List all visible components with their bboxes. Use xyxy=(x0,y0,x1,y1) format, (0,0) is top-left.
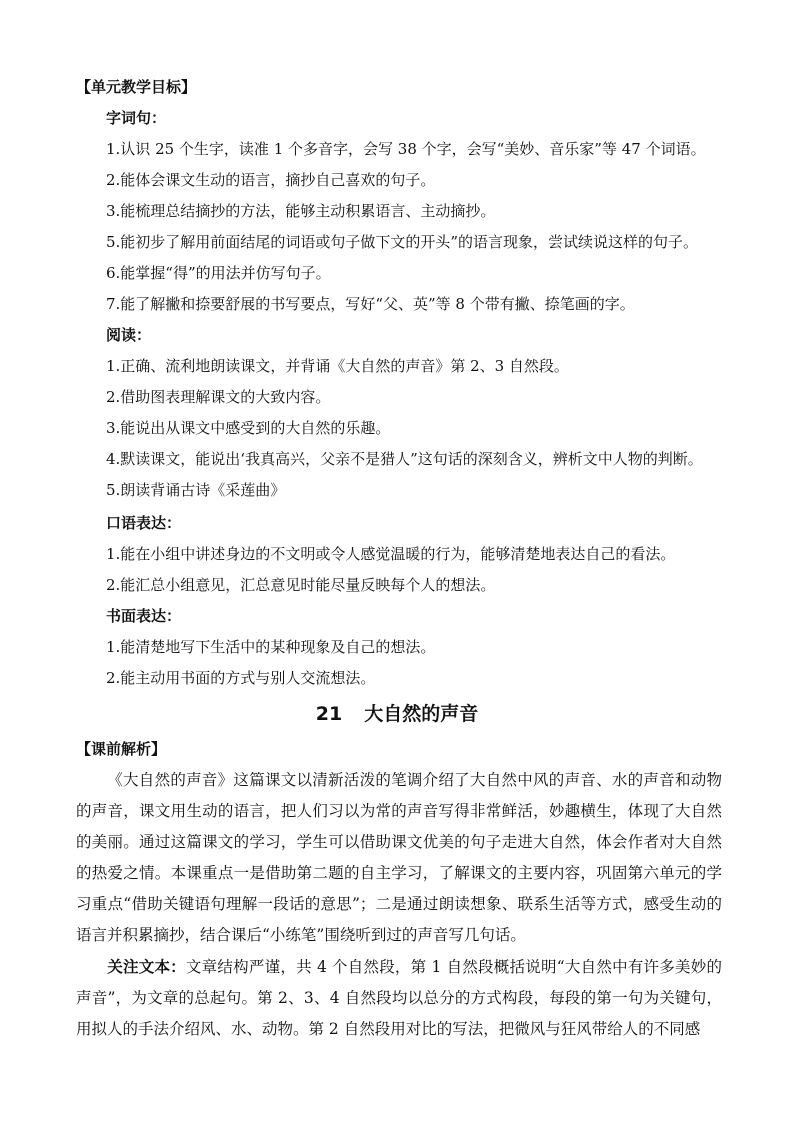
lesson-title xyxy=(0,702,794,726)
goal-item: 3.能梳理总结摘抄的方法，能够主动积累语言、主动摘抄。 xyxy=(106,202,496,220)
goal-item: 2.借助图表理解课文的大致内容。 xyxy=(106,388,331,406)
section-title-writing: 书面表达： xyxy=(106,607,182,625)
section-title-vocabulary: 字词句： xyxy=(106,109,167,127)
goal-item: 2.能体会课文生动的语言，摘抄自己喜欢的句子。 xyxy=(106,171,436,189)
goal-item: 1.认识 25 个生字，读准 1 个多音字，会写 38 个字，会写“美妙、音乐家”等 47 个词语。 xyxy=(106,140,706,158)
focus-text-body: 文章结构严谨，共 4 个自然段，第 1 自然段概括说明“大自然中有许多美妙的声音”，为文章的总起句。第 2、3、4 自然段均以总分的方式构段，每段的第一句为关键句，用拟人的手法介绍风、水、动物。第 2 自然段用对比的写法，把微风与狂风带给人的不同感 xyxy=(76,958,722,1038)
goal-item: 6.能掌握“得”的用法并仿写句子。 xyxy=(106,264,331,282)
unit-goals-heading: 【单元教学目标】 xyxy=(76,78,197,96)
focus-text-label: 关注文本： xyxy=(107,957,186,976)
goal-item: 1.正确、流利地朗读课文，并背诵《大自然的声音》第 2、3 自然段。 xyxy=(106,357,569,375)
goal-item: 7.能了解撇和捺要舒展的书写要点，写好“父、英”等 8 个带有撇、捺笔画的字。 xyxy=(106,295,635,313)
goal-item: 5.能初步了解用前面结尾的词语或句子做下文的开头”的语言现象，尝试续说这样的句子。 xyxy=(106,233,698,251)
goal-item: 1.能在小组中讲述身边的不文明或令人感觉温暖的行为，能够清楚地表达自己的看法。 xyxy=(106,545,676,563)
goal-item: 2.能主动用书面的方式与别人交流想法。 xyxy=(106,669,376,687)
goal-item: 4.默读课文，能说出‘我真高兴，父亲不是猎人”这句话的深刻含义，辨析文中人物的判断。 xyxy=(106,450,703,468)
analysis-paragraph xyxy=(76,765,722,951)
goal-item: 2.能汇总小组意见，汇总意见时能尽量反映每个人的想法。 xyxy=(106,576,496,594)
lesson-name: 大自然的声音 xyxy=(364,703,479,725)
lesson-number: 21 xyxy=(315,703,343,725)
goal-item: 5.朗读背诵古诗《采莲曲》 xyxy=(106,481,286,499)
analysis-heading: 【课前解析】 xyxy=(76,740,167,758)
analysis-text: 《大自然的声音》这篇课文以清新活泼的笔调介绍了大自然中风的声音、水的声音和动物的声音，课文用生动的语言，把人们习以为常的声音写得非常鲜活，妙趣横生，体现了大自然的美丽。通过这篇课文的学习，学生可以借助课文优美的句子走进大自然，体会作者对大自然的热爱之情。本课重点一是借助第二题的自主学习，了解课文的主要内容，巩固第六单元的学习重点“借助关键语句理解一段话的意思”；二是通过朗读想象、联系生活等方式，感受生动的语言并积累摘抄，结合课后“小练笔”围绕听到过的声音写几句话。 xyxy=(76,771,722,944)
goal-item: 1.能清楚地写下生活中的某种现象及自己的想法。 xyxy=(106,638,436,656)
focus-text-paragraph xyxy=(76,951,722,1045)
section-title-reading: 阅读： xyxy=(106,326,152,344)
section-title-oral: 口语表达： xyxy=(106,514,182,532)
goal-item: 3.能说出从课文中感受到的大自然的乐趣。 xyxy=(106,419,391,437)
